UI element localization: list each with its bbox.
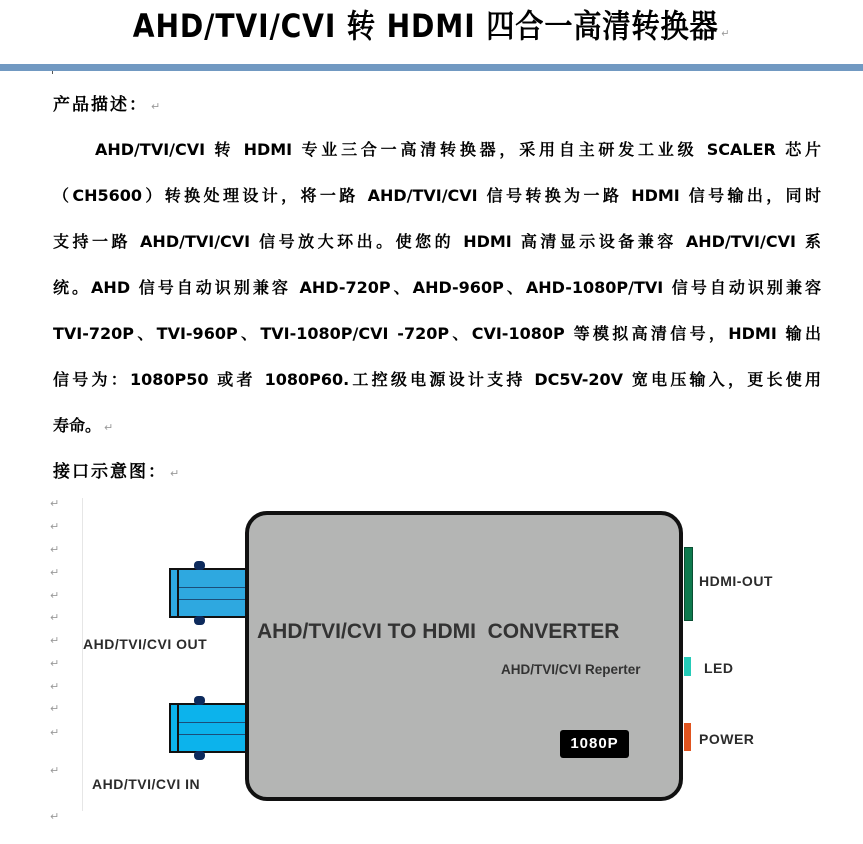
- bnc-connector-out: [169, 568, 248, 618]
- resolution-badge: 1080P: [560, 730, 629, 758]
- port-label-in: AHD/TVI/CVI IN: [92, 776, 201, 792]
- port-label-out: AHD/TVI/CVI OUT: [83, 636, 208, 652]
- paragraph-mark-icon: ↵: [50, 764, 60, 777]
- led-indicator: [684, 657, 691, 676]
- power-port: [684, 723, 691, 751]
- bnc-line: [179, 587, 248, 588]
- bnc-line: [179, 734, 248, 735]
- description-line: （CH5600）转换处理设计，将一路 AHD/TVI/CVI 信号转换为一路 HDMI 信号输出，同时: [53, 186, 821, 205]
- heading-text: 产品描述：: [53, 95, 148, 115]
- paragraph-mark-icon: ↵: [50, 520, 60, 533]
- paragraph-mark-icon: ↵: [104, 421, 114, 434]
- port-label-led: LED: [704, 660, 734, 676]
- section-heading-description: [53, 94, 162, 118]
- paragraph-mark-icon: ↵: [50, 726, 60, 739]
- paragraph-mark-icon: ↵: [50, 702, 60, 715]
- port-label-power: POWER: [699, 731, 755, 747]
- paragraph-mark-icon: ↵: [50, 611, 60, 624]
- document-title: [52, 4, 811, 56]
- description-line-last: [53, 415, 113, 439]
- bnc-line: [179, 599, 248, 600]
- paragraph-mark-icon: ↵: [170, 467, 182, 480]
- margin-tick: [52, 71, 53, 74]
- description-line: 统。AHD 信号自动识别兼容 AHD-720P、AHD-960P、AHD-1080P/TVI 信号自动识别兼容: [53, 278, 821, 297]
- port-label-hdmi-out: HDMI-OUT: [699, 573, 773, 589]
- paragraph-mark-icon: ↵: [50, 566, 60, 579]
- bnc-cap: [171, 705, 179, 751]
- paragraph-mark-icon: ↵: [721, 27, 731, 40]
- description-line: TVI-720P、TVI-960P、TVI-1080P/CVI -720P、CVI-1080P 等模拟高清信号，HDMI 输出: [53, 324, 821, 343]
- paragraph-mark-icon: ↵: [50, 634, 60, 647]
- description-line: 信号为：1080P50 或者 1080P60.工控级电源设计支持 DC5V-20V 宽电压输入，更长使用: [53, 370, 821, 389]
- bnc-pin-icon: [194, 616, 205, 625]
- paragraph-mark-icon: ↵: [151, 100, 163, 113]
- device-subtitle: AHD/TVI/CVI Reperter: [501, 662, 641, 677]
- image-left-border: [82, 498, 83, 811]
- description-line: 支持一路 AHD/TVI/CVI 信号放大环出。使您的 HDMI 高清显示设备兼容 AHD/TVI/CVI 系: [53, 232, 821, 251]
- document-title-text: AHD/TVI/CVI 转 HDMI 四合一高清转换器: [132, 7, 719, 45]
- description-last-text: 寿命。: [53, 416, 102, 435]
- section-heading-interface: [53, 461, 181, 485]
- device-title: AHD/TVI/CVI TO HDMI CONVERTER: [257, 620, 620, 643]
- heading-text: 接口示意图：: [53, 462, 167, 482]
- header-divider: [0, 64, 863, 71]
- paragraph-mark-icon: ↵: [50, 543, 60, 556]
- paragraph-mark-icon: ↵: [50, 657, 60, 670]
- paragraph-mark-icon: ↵: [50, 497, 60, 510]
- paragraph-mark-icon: ↵: [50, 589, 60, 602]
- description-line: AHD/TVI/CVI 转 HDMI 专业三合一高清转换器，采用自主研发工业级 SCALER 芯片: [95, 140, 821, 159]
- paragraph-mark-icon: ↵: [50, 680, 60, 693]
- paragraph-mark-icon: ↵: [50, 810, 60, 823]
- bnc-connector-in: [169, 703, 248, 753]
- hdmi-out-port: [684, 547, 693, 621]
- bnc-pin-icon: [194, 561, 205, 570]
- bnc-pin-icon: [194, 751, 205, 760]
- bnc-line: [179, 722, 248, 723]
- bnc-pin-icon: [194, 696, 205, 705]
- bnc-cap: [171, 570, 179, 616]
